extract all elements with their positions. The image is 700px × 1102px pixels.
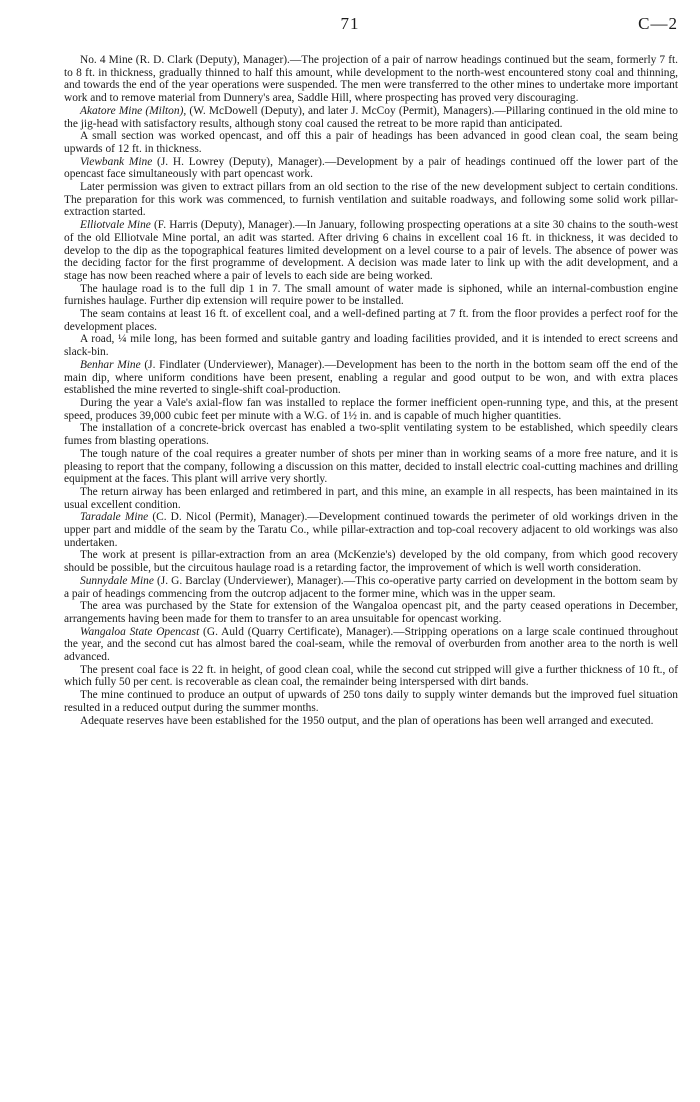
paragraph: Taradale Mine (C. D. Nicol (Permit), Manager).—Development continued towards the perimeter of old workings driven in the upper part and middle of the seam by the Taratu Co., while pillar-extraction and top-coal recovery adjacent to old workings was also undertaken. (64, 511, 678, 549)
paragraph: Akatore Mine (Milton), (W. McDowell (Deputy), and later J. McCoy (Permit), Managers).—Pillaring continued in the old mine to the jig-head with satisfactory results, although stony coal caused the retreat to be more rapid than anticipated. (64, 104, 678, 130)
mine-name: Viewbank Mine (80, 155, 153, 168)
paragraph: Elliotvale Mine (F. Harris (Deputy), Manager).—In January, following prospecting operations at a site 30 chains to the south-west of the old Elliotvale Mine portal, an adit was started. After driving 6 chains in excellent coal 16 ft. in thickness, it was decided to develop to the dip as the topographical features limited development on a level course to a pair of levels. The absence of power was the deciding factor for the first programme of development. A decision was made later to link up with the adit development, and a stage has now been reached where a pair of levels to each side are being worked. (64, 219, 678, 282)
section-code: C—2 (638, 14, 678, 33)
paragraph: Adequate reserves have been established for the 1950 output, and the plan of operations has been well arranged and executed. (80, 714, 654, 727)
paragraph: A small section was worked opencast, and off this a pair of headings has been advanced in good clean coal, the seam being upwards of 12 ft. in thickness. (64, 130, 678, 155)
paragraph: The tough nature of the coal requires a greater number of shots per miner than in working seams of a more free nature, and it is pleasing to report that the company, following a discussion on this matter, decided to install electric coal-cutting machines and drilling equipment at the faces. This plant will arrive very shortly. (64, 447, 678, 486)
paragraph: Later permission was given to extract pillars from an old section to the rise of the new development subject to certain conditions. The preparation for this work was commenced, to furnish ventilation and suitable roadways, and following some solid work pillar-extraction started. (64, 181, 678, 219)
paragraph: The installation of a concrete-brick overcast has enabled a two-split ventilating system to be established, which speedily clears fumes from blasting operations. (64, 422, 678, 448)
mine-name: Elliotvale Mine (80, 219, 151, 232)
paragraph: Benhar Mine (J. Findlater (Underviewer), Manager).—Development has been to the north in the bottom seam off the end of the main dip, where uniform conditions have been present, enabling a regular and good output to be won, and with extra places established the mine reverted to single-shift coal-production. (64, 358, 678, 397)
paragraph: Wangaloa State Opencast (G. Auld (Quarry Certificate), Manager).—Stripping operations on a large scale continued throughout the year, and the second cut has almost bared the coal-seam, while the removal of overburden from another area to the north is well advanced. (64, 625, 678, 664)
mine-name: Benhar Mine (80, 358, 141, 371)
report-body (64, 54, 678, 727)
paragraph: A road, ¼ mile long, has been formed and suitable gantry and loading facilities provided, and it is intended to erect screens and slack-bin. (64, 333, 678, 359)
mine-name: Akatore Mine (Milton), (80, 104, 187, 117)
paragraph: Sunnydale Mine (J. G. Barclay (Underviewer), Manager).—This co-operative party carried on development in the bottom seam by a pair of headings commencing from the outcrop adjacent to the former mine, which was in the upper seam. (64, 574, 678, 600)
paragraph: During the year a Vale's axial-flow fan was installed to replace the former inefficient open-running type, and this, at the present speed, produces 39,000 cubic feet per minute with a W.G. of 1½ in. and is capable of much higher quantities. (64, 396, 678, 422)
mine-name: Wangaloa State Opencast (80, 625, 200, 638)
paragraph: The seam contains at least 16 ft. of excellent coal, and a well-defined parting at 7 ft. from the floor provides a perfect roof for the development places. (64, 308, 678, 333)
paragraph: The mine continued to produce an output of upwards of 250 tons daily to supply winter demands but the improved fuel situation resulted in a reduced output during the summer months. (64, 689, 678, 714)
mine-name: Taradale Mine (80, 511, 149, 524)
page-number: 71 (340, 14, 360, 33)
paragraph: The present coal face is 22 ft. in height, of good clean coal, while the second cut stripped will give a further thickness of 10 ft., of which fully 50 per cent. is recoverable as clean coal, the remainder being interspersed with dirt bands. (64, 663, 678, 689)
paragraph: Viewbank Mine (J. H. Lowrey (Deputy), Manager).—Development by a pair of headings continued off the lower part of the opencast face simultaneously with part opencast work. (64, 155, 678, 181)
paragraph: The haulage road is to the full dip 1 in 7. The small amount of water made is siphoned, while an internal-combustion engine furnishes haulage. Further dip extension will require power to be installed. (64, 282, 678, 308)
mine-name: Sunnydale Mine (80, 574, 154, 587)
paragraph: The work at present is pillar-extraction from an area (McKenzie's) developed by the old company, from which good recovery should be possible, but the circuitous haulage road is a retarding factor, the improvement of which is well worth consideration. (64, 549, 678, 575)
paragraph: No. 4 Mine (R. D. Clark (Deputy), Manager).—The projection of a pair of narrow headings continued but the seam, formerly 7 ft. to 8 ft. in thickness, gradually thinned to half this amount, while development to the north-west encountered stony coal and thinning, and towards the end of the year operations were suspended. The men were transferred to the other mines to undertake more important work and to remove material from Dunnery's area, Saddle Hill, where prospecting has proved very discouraging. (64, 54, 678, 105)
paragraph: The return airway has been enlarged and retimbered in part, and this mine, an example in all respects, has been maintained in its usual excellent condition. (64, 485, 678, 511)
paragraph: The area was purchased by the State for extension of the Wangaloa opencast pit, and the party ceased operations in December, arrangements having been made for them to transfer to an area unsuitable for opencast working. (64, 600, 678, 625)
